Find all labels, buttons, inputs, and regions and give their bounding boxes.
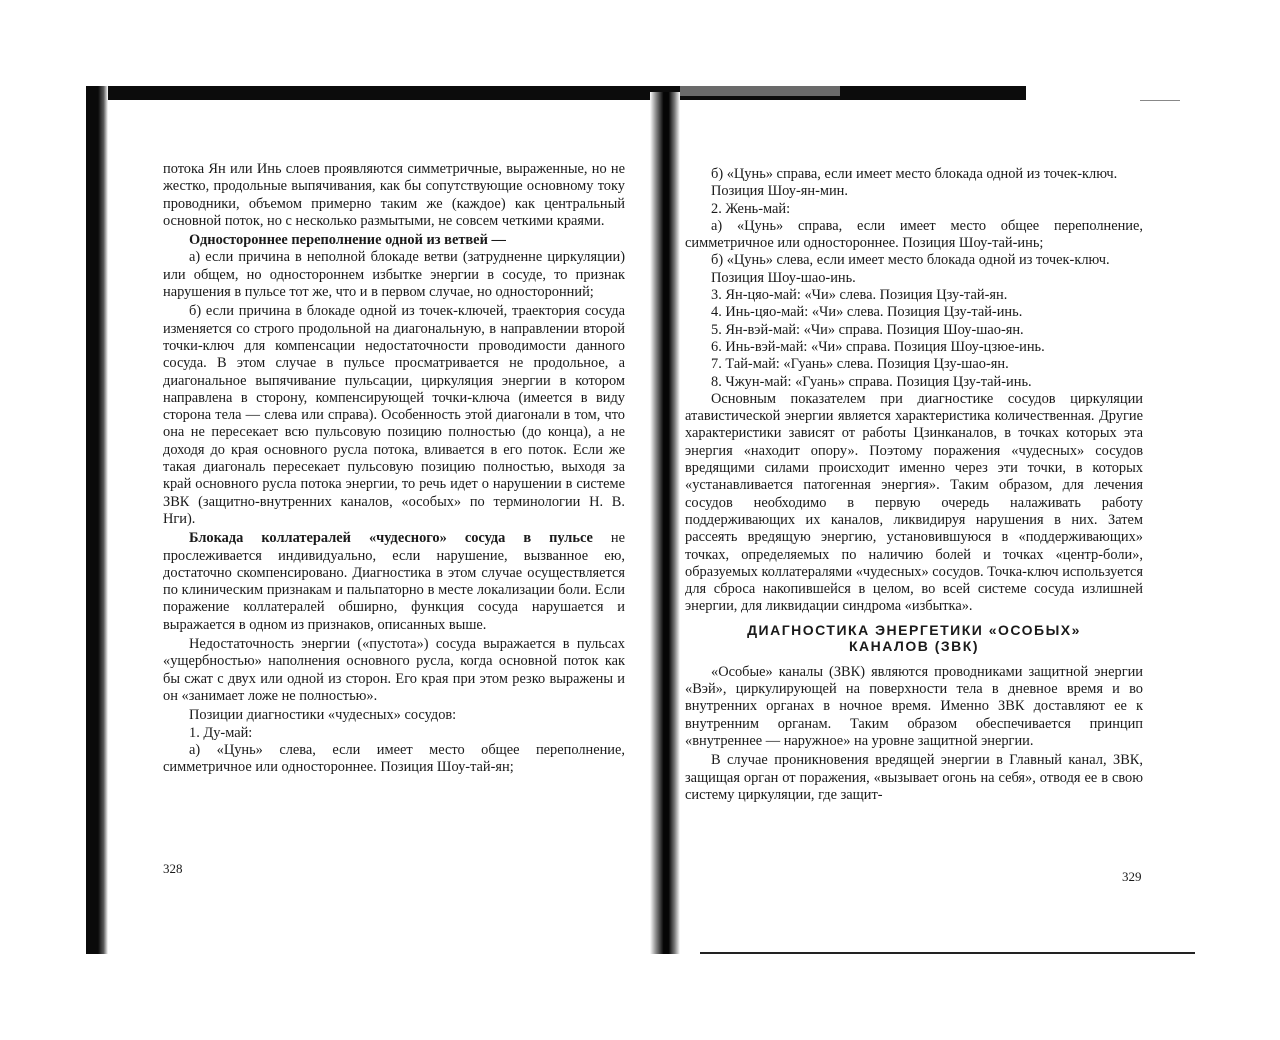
- list-item: а) «Цунь» слева, если имеет место общее переполнение, симметричное или одностороннее. Позиция Шоу-тай-ян;: [163, 741, 625, 776]
- scan-edge-top-grey: [680, 86, 840, 96]
- paragraph: Позиции диагностики «чудесных» сосудов:: [189, 707, 457, 724]
- scan-bottom-line: [700, 952, 1195, 954]
- list-item: 8. Чжун-май: «Гуань» справа. Позиция Цзу-тай-инь.: [711, 373, 1032, 390]
- paragraph: а) если причина в неполной блокаде ветви (затрудненне циркуляции) или общем, но одностороннем избытке энергии в сосуде, то признак нарушения в пульсе тот же, что и в первом случае, но односторонний;: [163, 249, 625, 301]
- paragraph: Недостаточность энергии («пустота») сосуда выражается в пульсах «ущербностью» наполнения основного русла, когда основной поток как бы сжат с двух или одной из сторон. Его края при этом резко выражены и он «занимает ложе не полностью».: [163, 636, 625, 704]
- subheading: Одностороннее переполнение одной из ветвей —: [189, 232, 506, 249]
- list-item: 5. Ян-вэй-май: «Чи» справа. Позиция Шоу-шао-ян.: [711, 321, 1024, 338]
- scan-edge-left: [86, 86, 108, 954]
- page-number: 328: [163, 861, 183, 876]
- right-page: [685, 166, 1143, 804]
- paragraph: б) «Цунь» справа, если имеет место блокада одной из точек-ключ.: [711, 166, 1118, 182]
- list-item: 6. Инь-вэй-май: «Чи» справа. Позиция Шоу-цзюе-инь.: [711, 338, 1045, 355]
- book-gutter: [650, 92, 680, 954]
- list-item: 3. Ян-цяо-май: «Чи» слева. Позиция Цзу-тай-ян.: [711, 287, 1008, 304]
- left-page: [163, 161, 625, 776]
- list-item: 2. Жень-май:: [711, 200, 791, 217]
- paragraph: Блокада коллатералей «чудесного» сосуда в пульсе не прослеживается индивидуально, если нарушение, вызванное ею, достаточно скомпенсировано. Диагностика в этом случае осуществляется по клиническим признакам и пальпаторно в месте локализации боли. Если поражение коллатералей обширно, функция сосуда нарушается и выражается в одном из признаков, описанных выше.: [163, 530, 625, 633]
- list-item: 4. Инь-цяо-май: «Чи» слева. Позиция Цзу-тай-инь.: [711, 304, 1023, 321]
- list-item: Позиция Шоу-ян-мин.: [711, 183, 848, 200]
- list-item: а) «Цунь» справа, если имеет место общее переполнение, симметричное или одностороннее. Позиция Шоу-тай-инь;: [685, 217, 1143, 252]
- list-item: 7. Тай-май: «Гуань» слева. Позиция Цзу-шао-ян.: [711, 356, 1009, 373]
- paragraph: Основным показателем при диагностике сосудов циркуляции атавистической энергии является характеристика количественная. Другие характеристики зависят от работы Цзинканалов, в точках которых эта энергия «находит опору». Поэтому поражения «чудесных» сосудов вредящими силами происходит именно через эти точки, в которых «устанавливается патогенная энергия». Таким образом, для лечения сосудов необходимо в первую очередь налаживать работу поддерживающих их каналов, ликвидируя нарушения в них. Затем рассеять вредящую энергию, установившуюся в «поддерживающих» точках, определяемых по наличию болей и точках «центр-боли», образуемых коллатералями «чудесных» сосудов. Точка-ключ используется для сброса накопившейся в целом, во всей системе сосуда излишней энергии, для ликвидации синдрома «избытка».: [685, 390, 1143, 615]
- scan-edge-top: [86, 86, 1026, 100]
- paragraph: б) если причина в блокаде одной из точек-ключей, траектория сосуда изменяется со строго продольной на диагональную, в направлении второй точки-ключ для компенсации недостаточности проводимости данного сосуда. В этом случае в пульсе просматривается не продольное, а диагональное выпячивание пульсации, циркуляция энергии в котором направлена в сторону, компенсирующей точки-ключа (имеется в виду сторона тела — слева или справа). Особенность этой диагонали в том, что она не пересекает всю пульсовую позицию полностью (до конца), а не доходя до края основного русла потока, вливается в его поток. Если же такая диагональ пересекает пульсовую позицию полностью, выходя за край основного русла потока энергии, то речь идет о нарушении в системе ЗВК (защитно-внутренних каналов, «особых» по терминологии Н. В. Нги).: [163, 303, 625, 527]
- page-number: 329: [1122, 869, 1142, 884]
- list-item: 1. Ду-май:: [189, 724, 253, 741]
- section-heading: ДИАГНОСТИКА ЭНЕРГЕТИКИ «ОСОБЫХ» КАНАЛОВ (ЗВК): [747, 621, 1081, 654]
- paragraph: потока Ян или Инь слоев проявляются симметричные, выраженные, но не жестко, продольные выпячивания, как бы сопутствующие основному току проводники, объемом примерно таким же (каждое) как центральный основной поток, но с несколько размытыми, не совсем четкими краями.: [163, 161, 625, 229]
- scan-mark: [1140, 100, 1180, 101]
- paragraph: В случае проникновения вредящей энергии в Главный канал, ЗВК, защищая орган от поражения, «вызывает огонь на себя», отводя ее в свою систему циркуляции, где защит-: [685, 752, 1143, 803]
- list-item: Позиция Шоу-шао-инь.: [711, 269, 856, 286]
- paragraph: «Особые» каналы (ЗВК) являются проводниками защитной энергии «Вэй», циркулирующей на поверхности тела в дневное время и во внутренних органах в ночное время. Именно ЗВК доставляют ее к внутренним органам. Таким образом обеспечивается принцип «внутреннее — наружное» на уровне защитной энергии.: [685, 663, 1143, 749]
- list-item: б) «Цунь» слева, если имеет место блокада одной из точек-ключ.: [711, 252, 1110, 269]
- bold-lead: Блокада коллатералей «чудесного» сосуда в пульсе: [189, 530, 593, 547]
